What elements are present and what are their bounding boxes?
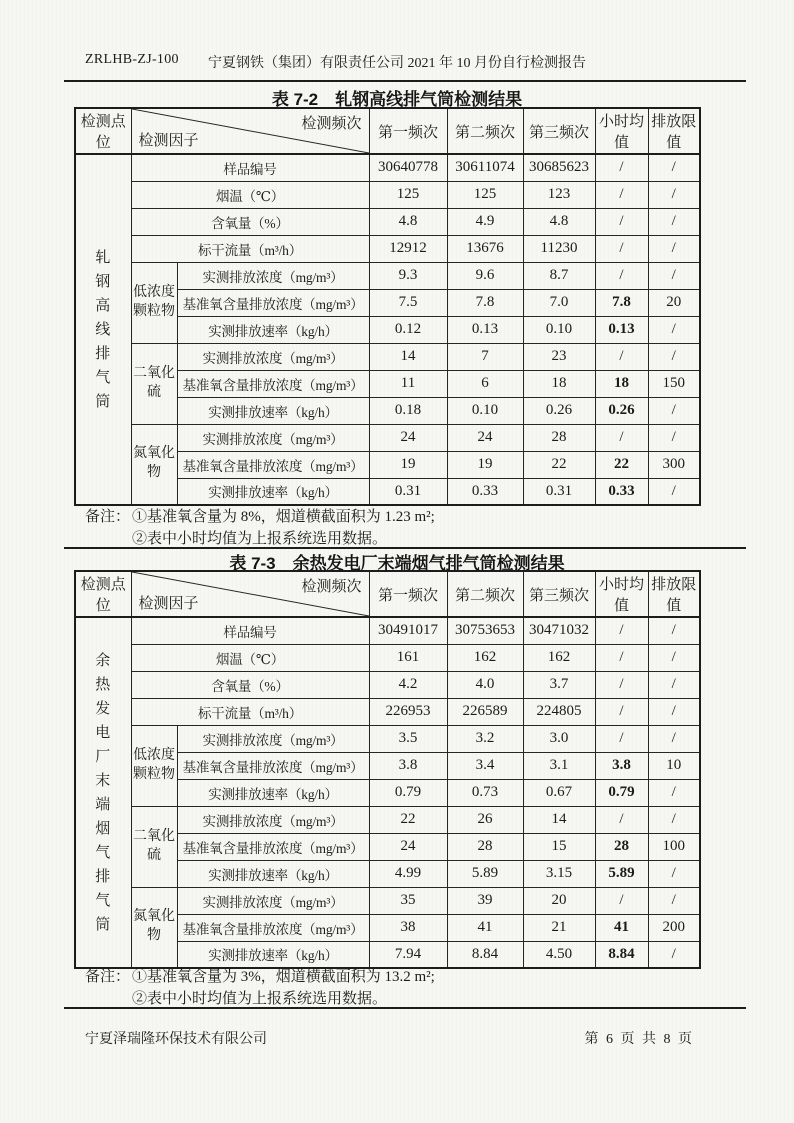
hour-avg-cell: 0.33 xyxy=(595,478,648,505)
freq1-value-cell: 4.2 xyxy=(369,671,447,698)
factor-cell: 样品编号 xyxy=(131,617,369,644)
freq1-value-cell: 0.12 xyxy=(369,316,447,343)
limit-cell: / xyxy=(648,644,700,671)
freq2-value-cell: 4.9 xyxy=(447,208,523,235)
limit-cell: / xyxy=(648,424,700,451)
col-header-freq3: 第三频次 xyxy=(523,571,595,617)
freq3-value-cell: 162 xyxy=(523,644,595,671)
factor-cell: 基准氧含量排放浓度（mg/m³） xyxy=(177,752,369,779)
hour-avg-cell: 18 xyxy=(595,370,648,397)
limit-cell: / xyxy=(648,208,700,235)
limit-cell: 100 xyxy=(648,833,700,860)
point-position-header: 检测点位 xyxy=(75,571,131,617)
col-header-hour-avg: 小时均值 xyxy=(595,571,648,617)
freq2-value-cell: 30611074 xyxy=(447,154,523,181)
freq2-value-cell: 28 xyxy=(447,833,523,860)
limit-cell: / xyxy=(648,860,700,887)
table-row xyxy=(75,154,700,181)
header-rule xyxy=(64,80,746,82)
freq3-value-cell: 123 xyxy=(523,181,595,208)
hour-avg-cell: 0.13 xyxy=(595,316,648,343)
hour-avg-cell: / xyxy=(595,424,648,451)
table-row xyxy=(75,262,700,289)
limit-cell: / xyxy=(648,779,700,806)
freq2-value-cell: 13676 xyxy=(447,235,523,262)
hour-avg-cell: / xyxy=(595,698,648,725)
point-position-label: 余热发电厂末端烟气排气筒 xyxy=(95,652,112,933)
factor-cell: 实测排放速率（kg/h） xyxy=(177,860,369,887)
report-header-title: 宁夏钢铁（集团）有限责任公司 2021 年 10 月份自行检测报告 xyxy=(208,56,586,71)
factor-cell: 标干流量（m³/h） xyxy=(131,698,369,725)
freq1-value-cell: 3.5 xyxy=(369,725,447,752)
hour-avg-cell: / xyxy=(595,262,648,289)
hour-avg-cell: / xyxy=(595,644,648,671)
hour-avg-cell: / xyxy=(595,725,648,752)
notes-label: 备注： xyxy=(85,509,131,525)
freq2-value-cell: 226589 xyxy=(447,698,523,725)
freq3-value-cell: 3.15 xyxy=(523,860,595,887)
freq1-value-cell: 19 xyxy=(369,451,447,478)
freq1-value-cell: 7.5 xyxy=(369,289,447,316)
hour-avg-cell: / xyxy=(595,208,648,235)
table-row xyxy=(75,424,700,451)
hour-avg-cell: / xyxy=(595,235,648,262)
page-header xyxy=(0,50,794,74)
freq3-value-cell: 23 xyxy=(523,343,595,370)
table-7-3-title: 表 7-3 余热发电厂末端烟气排气筒检测结果 xyxy=(229,554,565,573)
table-header-row xyxy=(75,108,700,154)
freq2-value-cell: 5.89 xyxy=(447,860,523,887)
note-line: ②表中小时均值为上报系统选用数据。 xyxy=(132,531,388,547)
factor-cell: 实测排放浓度（mg/m³） xyxy=(177,424,369,451)
hour-avg-cell: 5.89 xyxy=(595,860,648,887)
factor-cell: 实测排放速率（kg/h） xyxy=(177,316,369,343)
table-row xyxy=(75,617,700,644)
freq3-value-cell: 20 xyxy=(523,887,595,914)
table-7-2-title: 表 7-2 轧钢高线排气筒检测结果 xyxy=(271,90,523,109)
limit-cell: / xyxy=(648,316,700,343)
pollutant-group-cell: 低浓度颗粒物 xyxy=(131,262,177,343)
table-row xyxy=(75,235,700,262)
freq2-value-cell: 30753653 xyxy=(447,617,523,644)
table-row xyxy=(75,671,700,698)
freq2-value-cell: 4.0 xyxy=(447,671,523,698)
hour-avg-cell: 0.26 xyxy=(595,397,648,424)
table-row xyxy=(75,208,700,235)
freq2-value-cell: 6 xyxy=(447,370,523,397)
limit-cell: / xyxy=(648,235,700,262)
col-header-freq1: 第一频次 xyxy=(369,108,447,154)
notes-label: 备注： xyxy=(85,969,131,985)
hour-avg-cell: / xyxy=(595,181,648,208)
col-header-freq2: 第二频次 xyxy=(447,571,523,617)
limit-cell: / xyxy=(648,181,700,208)
freq1-value-cell: 0.31 xyxy=(369,478,447,505)
table-row xyxy=(75,887,700,914)
pollutant-group-cell: 低浓度颗粒物 xyxy=(131,725,177,806)
diagonal-header-cell xyxy=(131,108,369,154)
freq2-value-cell: 3.2 xyxy=(447,725,523,752)
pollutant-group-cell: 二氧化硫 xyxy=(131,343,177,424)
hour-avg-cell: / xyxy=(595,671,648,698)
freq2-value-cell: 0.13 xyxy=(447,316,523,343)
hour-avg-cell: 8.84 xyxy=(595,941,648,968)
table-row xyxy=(75,644,700,671)
freq1-value-cell: 4.8 xyxy=(369,208,447,235)
freq1-value-cell: 24 xyxy=(369,833,447,860)
footer-page-number: 第 6 页 共 8 页 xyxy=(584,1032,694,1047)
table-row xyxy=(75,343,700,370)
limit-cell: / xyxy=(648,725,700,752)
freq3-value-cell: 8.7 xyxy=(523,262,595,289)
table-row xyxy=(75,806,700,833)
freq3-value-cell: 15 xyxy=(523,833,595,860)
freq2-value-cell: 19 xyxy=(447,451,523,478)
freq2-value-cell: 24 xyxy=(447,424,523,451)
freq3-value-cell: 3.0 xyxy=(523,725,595,752)
factor-cell: 实测排放浓度（mg/m³） xyxy=(177,806,369,833)
factor-axis-label: 检测因子 xyxy=(138,133,199,149)
freq1-value-cell: 7.94 xyxy=(369,941,447,968)
document-code: ZRLHB-ZJ-100 xyxy=(85,52,179,67)
table-7-3-notes xyxy=(85,966,435,1010)
hour-avg-cell: / xyxy=(595,887,648,914)
factor-axis-label: 检测因子 xyxy=(138,596,199,612)
limit-cell: / xyxy=(648,887,700,914)
freq3-value-cell: 18 xyxy=(523,370,595,397)
note-line: ①基准氧含量为 8%，烟道横截面积为 1.23 m²; xyxy=(132,509,435,525)
table-row xyxy=(75,698,700,725)
hour-avg-cell: / xyxy=(595,617,648,644)
factor-cell: 实测排放速率（kg/h） xyxy=(177,779,369,806)
limit-cell: / xyxy=(648,343,700,370)
limit-cell: 200 xyxy=(648,914,700,941)
freq1-value-cell: 14 xyxy=(369,343,447,370)
freq1-value-cell: 125 xyxy=(369,181,447,208)
freq-axis-label: 检测频次 xyxy=(301,579,362,595)
freq2-value-cell: 7 xyxy=(447,343,523,370)
freq3-value-cell: 11230 xyxy=(523,235,595,262)
factor-cell: 实测排放浓度（mg/m³） xyxy=(177,725,369,752)
col-header-freq2: 第二频次 xyxy=(447,108,523,154)
factor-cell: 基准氧含量排放浓度（mg/m³） xyxy=(177,370,369,397)
limit-cell: / xyxy=(648,154,700,181)
factor-cell: 基准氧含量排放浓度（mg/m³） xyxy=(177,914,369,941)
factor-cell: 含氧量（%） xyxy=(131,208,369,235)
limit-cell: / xyxy=(648,671,700,698)
table-7-2 xyxy=(74,107,701,506)
col-header-limit: 排放限值 xyxy=(648,571,700,617)
freq3-value-cell: 21 xyxy=(523,914,595,941)
freq1-value-cell: 3.8 xyxy=(369,752,447,779)
col-header-hour-avg: 小时均值 xyxy=(595,108,648,154)
limit-cell: 150 xyxy=(648,370,700,397)
table-row xyxy=(75,725,700,752)
factor-cell: 实测排放浓度（mg/m³） xyxy=(177,343,369,370)
hour-avg-cell: / xyxy=(595,343,648,370)
freq1-value-cell: 30491017 xyxy=(369,617,447,644)
hour-avg-cell: 3.8 xyxy=(595,752,648,779)
pollutant-group-cell: 氮氧化物 xyxy=(131,424,177,505)
freq1-value-cell: 12912 xyxy=(369,235,447,262)
freq2-value-cell: 26 xyxy=(447,806,523,833)
page-footer xyxy=(0,1028,794,1048)
factor-cell: 样品编号 xyxy=(131,154,369,181)
limit-cell: 300 xyxy=(648,451,700,478)
freq2-value-cell: 3.4 xyxy=(447,752,523,779)
freq1-value-cell: 9.3 xyxy=(369,262,447,289)
hour-avg-cell: 28 xyxy=(595,833,648,860)
freq3-value-cell: 0.26 xyxy=(523,397,595,424)
limit-cell: / xyxy=(648,617,700,644)
col-header-freq1: 第一频次 xyxy=(369,571,447,617)
freq1-value-cell: 22 xyxy=(369,806,447,833)
hour-avg-cell: / xyxy=(595,154,648,181)
point-position-cell xyxy=(75,617,131,968)
point-position-header: 检测点位 xyxy=(75,108,131,154)
table-header-row xyxy=(75,571,700,617)
note-line: ②表中小时均值为上报系统选用数据。 xyxy=(132,991,388,1007)
hour-avg-cell: 0.79 xyxy=(595,779,648,806)
col-header-freq3: 第三频次 xyxy=(523,108,595,154)
table-7-2-notes xyxy=(85,506,435,550)
table-7-3 xyxy=(74,570,701,969)
freq3-value-cell: 3.7 xyxy=(523,671,595,698)
limit-cell: / xyxy=(648,397,700,424)
point-position-label: 轧钢高线排气筒 xyxy=(95,249,112,410)
freq2-value-cell: 125 xyxy=(447,181,523,208)
hour-avg-cell: / xyxy=(595,806,648,833)
limit-cell: 20 xyxy=(648,289,700,316)
note-line: ①基准氧含量为 3%，烟道横截面积为 13.2 m²; xyxy=(132,969,435,985)
freq3-value-cell: 28 xyxy=(523,424,595,451)
freq-axis-label: 检测频次 xyxy=(301,116,362,132)
freq3-value-cell: 0.10 xyxy=(523,316,595,343)
diagonal-header-cell xyxy=(131,571,369,617)
freq1-value-cell: 35 xyxy=(369,887,447,914)
factor-cell: 烟温（℃） xyxy=(131,181,369,208)
limit-cell: / xyxy=(648,698,700,725)
factor-cell: 含氧量（%） xyxy=(131,671,369,698)
limit-cell: / xyxy=(648,262,700,289)
footer-rule xyxy=(64,1007,746,1009)
freq3-value-cell: 0.67 xyxy=(523,779,595,806)
factor-cell: 标干流量（m³/h） xyxy=(131,235,369,262)
freq1-value-cell: 226953 xyxy=(369,698,447,725)
freq3-value-cell: 7.0 xyxy=(523,289,595,316)
freq2-value-cell: 162 xyxy=(447,644,523,671)
factor-cell: 实测排放浓度（mg/m³） xyxy=(177,887,369,914)
freq3-value-cell: 4.50 xyxy=(523,941,595,968)
freq2-value-cell: 0.73 xyxy=(447,779,523,806)
limit-cell: / xyxy=(648,478,700,505)
freq2-value-cell: 39 xyxy=(447,887,523,914)
freq1-value-cell: 0.18 xyxy=(369,397,447,424)
freq1-value-cell: 24 xyxy=(369,424,447,451)
point-position-cell xyxy=(75,154,131,505)
freq1-value-cell: 11 xyxy=(369,370,447,397)
freq3-value-cell: 4.8 xyxy=(523,208,595,235)
limit-cell: / xyxy=(648,941,700,968)
freq1-value-cell: 4.99 xyxy=(369,860,447,887)
freq3-value-cell: 14 xyxy=(523,806,595,833)
freq3-value-cell: 0.31 xyxy=(523,478,595,505)
freq1-value-cell: 161 xyxy=(369,644,447,671)
factor-cell: 基准氧含量排放浓度（mg/m³） xyxy=(177,451,369,478)
table-row xyxy=(75,181,700,208)
freq2-value-cell: 9.6 xyxy=(447,262,523,289)
factor-cell: 实测排放速率（kg/h） xyxy=(177,478,369,505)
footer-company-name: 宁夏泽瑞隆环保技术有限公司 xyxy=(85,1032,267,1047)
freq3-value-cell: 30685623 xyxy=(523,154,595,181)
freq3-value-cell: 22 xyxy=(523,451,595,478)
factor-cell: 实测排放速率（kg/h） xyxy=(177,397,369,424)
hour-avg-cell: 7.8 xyxy=(595,289,648,316)
freq2-value-cell: 8.84 xyxy=(447,941,523,968)
factor-cell: 烟温（℃） xyxy=(131,644,369,671)
factor-cell: 实测排放浓度（mg/m³） xyxy=(177,262,369,289)
freq1-value-cell: 30640778 xyxy=(369,154,447,181)
hour-avg-cell: 22 xyxy=(595,451,648,478)
freq1-value-cell: 38 xyxy=(369,914,447,941)
freq3-value-cell: 30471032 xyxy=(523,617,595,644)
factor-cell: 基准氧含量排放浓度（mg/m³） xyxy=(177,833,369,860)
hour-avg-cell: 41 xyxy=(595,914,648,941)
freq2-value-cell: 0.10 xyxy=(447,397,523,424)
pollutant-group-cell: 氮氧化物 xyxy=(131,887,177,968)
freq3-value-cell: 3.1 xyxy=(523,752,595,779)
freq2-value-cell: 7.8 xyxy=(447,289,523,316)
limit-cell: / xyxy=(648,806,700,833)
factor-cell: 实测排放速率（kg/h） xyxy=(177,941,369,968)
freq2-value-cell: 41 xyxy=(447,914,523,941)
pollutant-group-cell: 二氧化硫 xyxy=(131,806,177,887)
factor-cell: 基准氧含量排放浓度（mg/m³） xyxy=(177,289,369,316)
limit-cell: 10 xyxy=(648,752,700,779)
freq2-value-cell: 0.33 xyxy=(447,478,523,505)
freq3-value-cell: 224805 xyxy=(523,698,595,725)
col-header-limit: 排放限值 xyxy=(648,108,700,154)
freq1-value-cell: 0.79 xyxy=(369,779,447,806)
